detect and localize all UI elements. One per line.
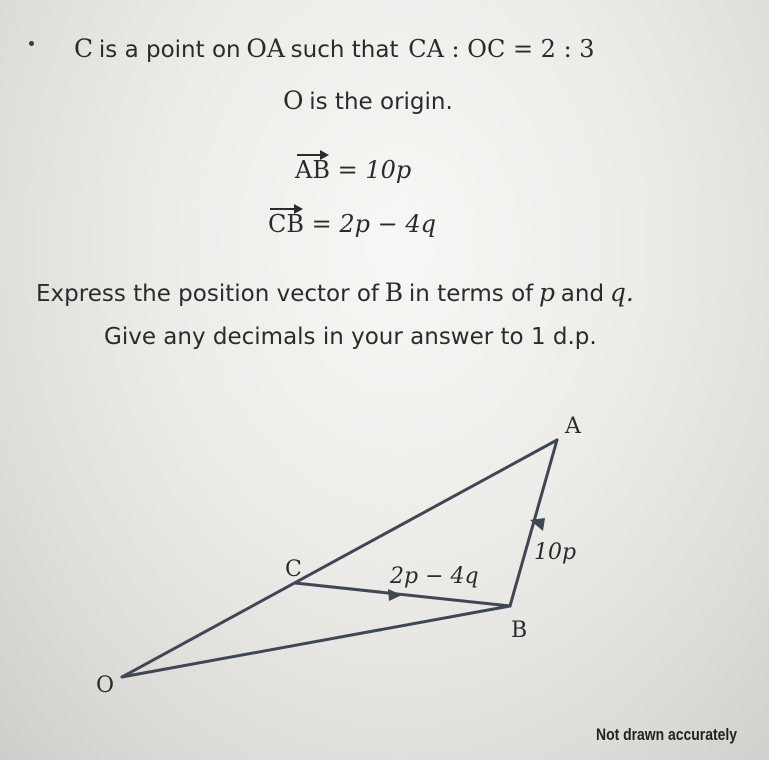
label-cb: 2p − 4q <box>390 564 479 589</box>
label-b: B <box>511 618 528 643</box>
line1-text2: such that <box>290 37 399 63</box>
line-ab <box>510 440 557 606</box>
point-c: C <box>74 34 94 63</box>
instruction1-a: Express the position vector of <box>36 281 380 307</box>
label-c: C <box>285 557 302 582</box>
instruction-line-2: Give any decimals in your answer to 1 d.p. <box>104 324 597 350</box>
origin-point: O <box>283 86 304 115</box>
ratio: CA : OC = 2 : 3 <box>408 35 595 63</box>
label-a: A <box>565 414 581 439</box>
label-ab: 10p <box>534 540 577 565</box>
line1-text: is a point on <box>98 37 241 63</box>
instruction1-c: in terms of <box>408 281 534 307</box>
equation-ab-rhs: = 10p <box>337 156 412 184</box>
not-drawn-accurately-note: Not drawn accurately <box>596 725 738 744</box>
segment-oa: OA <box>246 34 285 63</box>
instruction1-and: and <box>560 281 605 307</box>
instruction1-q: q. <box>609 278 634 307</box>
label-o: O <box>96 673 115 698</box>
vector-ab-label: AB <box>295 156 330 184</box>
line-ob <box>122 606 510 677</box>
line-oa <box>122 440 557 677</box>
vector-cb-label: CB <box>268 210 304 238</box>
line2-text: is the origin. <box>309 89 453 115</box>
instruction1-p: p <box>539 278 556 307</box>
arrow-cb <box>388 589 402 601</box>
instruction1-b: B <box>384 278 404 307</box>
equation-cb-rhs: = 2p − 4q <box>311 210 437 238</box>
